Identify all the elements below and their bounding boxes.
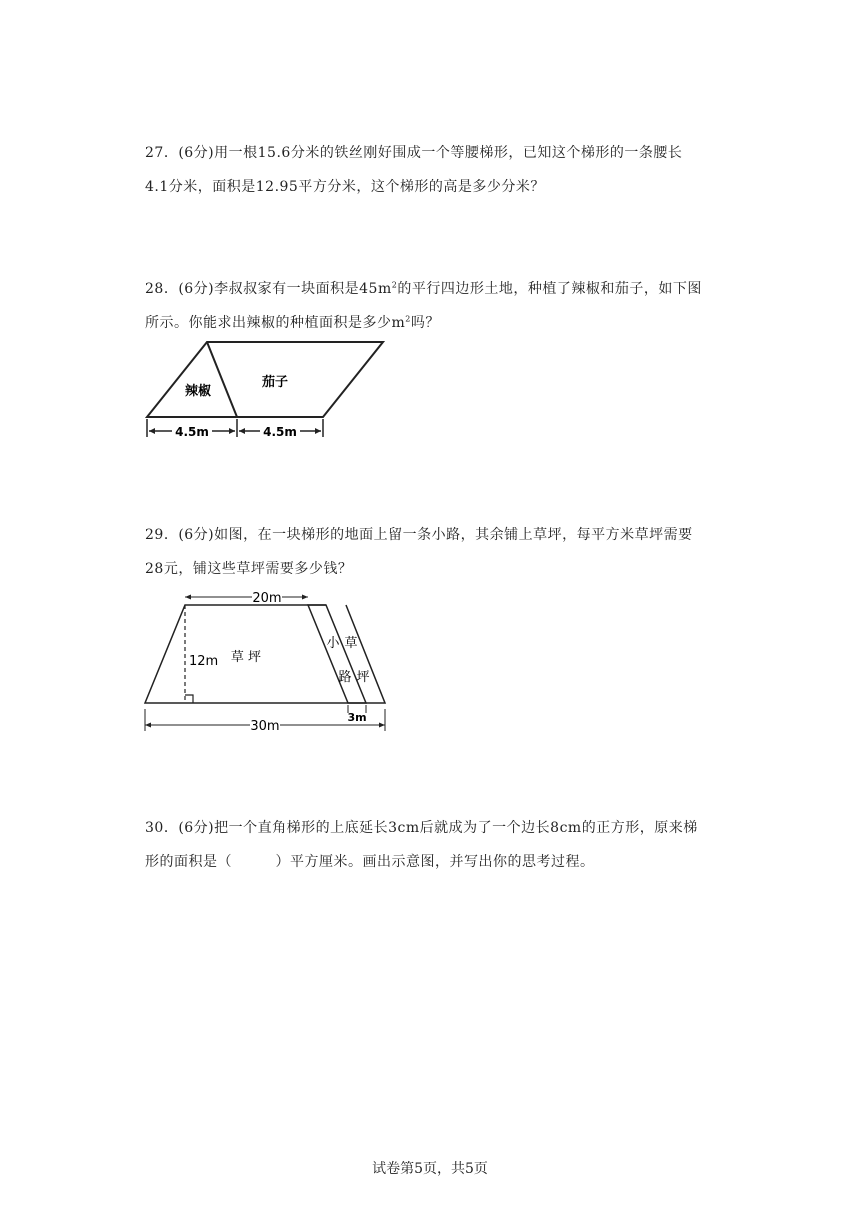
- q28-line1: [145, 278, 702, 298]
- arrow-right-icon: [229, 428, 235, 434]
- pepper-label: 辣椒: [184, 384, 212, 399]
- arrow-right-icon: [315, 428, 321, 434]
- divider-line: [207, 342, 237, 417]
- q28-line1-b: 的平行四边形土地，种植了辣椒和茄子，如下图: [397, 281, 702, 297]
- page-footer: 试卷第5页，共5页: [372, 1161, 488, 1177]
- lawn-char-2: 坪: [356, 670, 370, 685]
- q29-trapezoid-figure: [140, 585, 395, 735]
- q28-line2-b: 吗？: [410, 315, 440, 331]
- trapezoid-outline: [145, 605, 385, 703]
- q30-line2: 形的面积是（ ）平方厘米。画出示意图，并写出你的思考过程。: [145, 854, 595, 870]
- dim-left-label: 4.5m: [175, 425, 209, 439]
- q29-line1: 29．(6分)如图，在一块梯形的地面上留一条小路，其余铺上草坪，每平方米草坪需要: [145, 527, 693, 543]
- q27-line1: 27．(6分)用一根15.6分米的铁丝刚好围成一个等腰梯形，已知这个梯形的一条腰长: [145, 145, 683, 161]
- q28-line1-sup: 2: [391, 280, 398, 290]
- dim-right-label: 4.5m: [263, 425, 297, 439]
- lawn-char-1: 草: [344, 636, 358, 651]
- q30-line1: 30．(6分)把一个直角梯形的上底延长3cm后就成为了一个边长8cm的正方形，原来梯: [145, 820, 698, 836]
- arrow-right-icon: [302, 595, 308, 600]
- q28-line2: [145, 312, 440, 332]
- q28-parallelogram-figure: [140, 335, 390, 445]
- road-strip: [308, 605, 366, 703]
- lawn-label: 草 坪: [230, 650, 262, 665]
- q28-line2-a: 所示。你能求出辣椒的种植面积是多少m: [145, 315, 406, 331]
- q28-line2-sup: 2: [405, 314, 411, 324]
- q29-line2: 28元，铺这些草坪需要多少钱？: [145, 561, 353, 577]
- bottom-dim-label: 30m: [250, 719, 280, 734]
- right-angle-mark: [185, 695, 193, 703]
- path-width-label: 3m: [347, 711, 367, 724]
- arrow-right-icon: [379, 723, 385, 728]
- path-char-2: 路: [338, 670, 352, 685]
- q27-line2: 4.1分米，面积是12.95平方分米，这个梯形的高是多少分米？: [145, 179, 545, 195]
- top-dim-label: 20m: [252, 591, 282, 606]
- path-char-1: 小: [326, 636, 340, 651]
- arrow-left-icon: [145, 723, 151, 728]
- q28-line1-a: 28．(6分)李叔叔家有一块面积是45m: [145, 281, 392, 297]
- arrow-left-icon: [149, 428, 155, 434]
- eggplant-label: 茄子: [261, 375, 289, 390]
- arrow-left-icon: [185, 595, 191, 600]
- height-label: 12m: [189, 654, 219, 669]
- arrow-left-icon: [239, 428, 245, 434]
